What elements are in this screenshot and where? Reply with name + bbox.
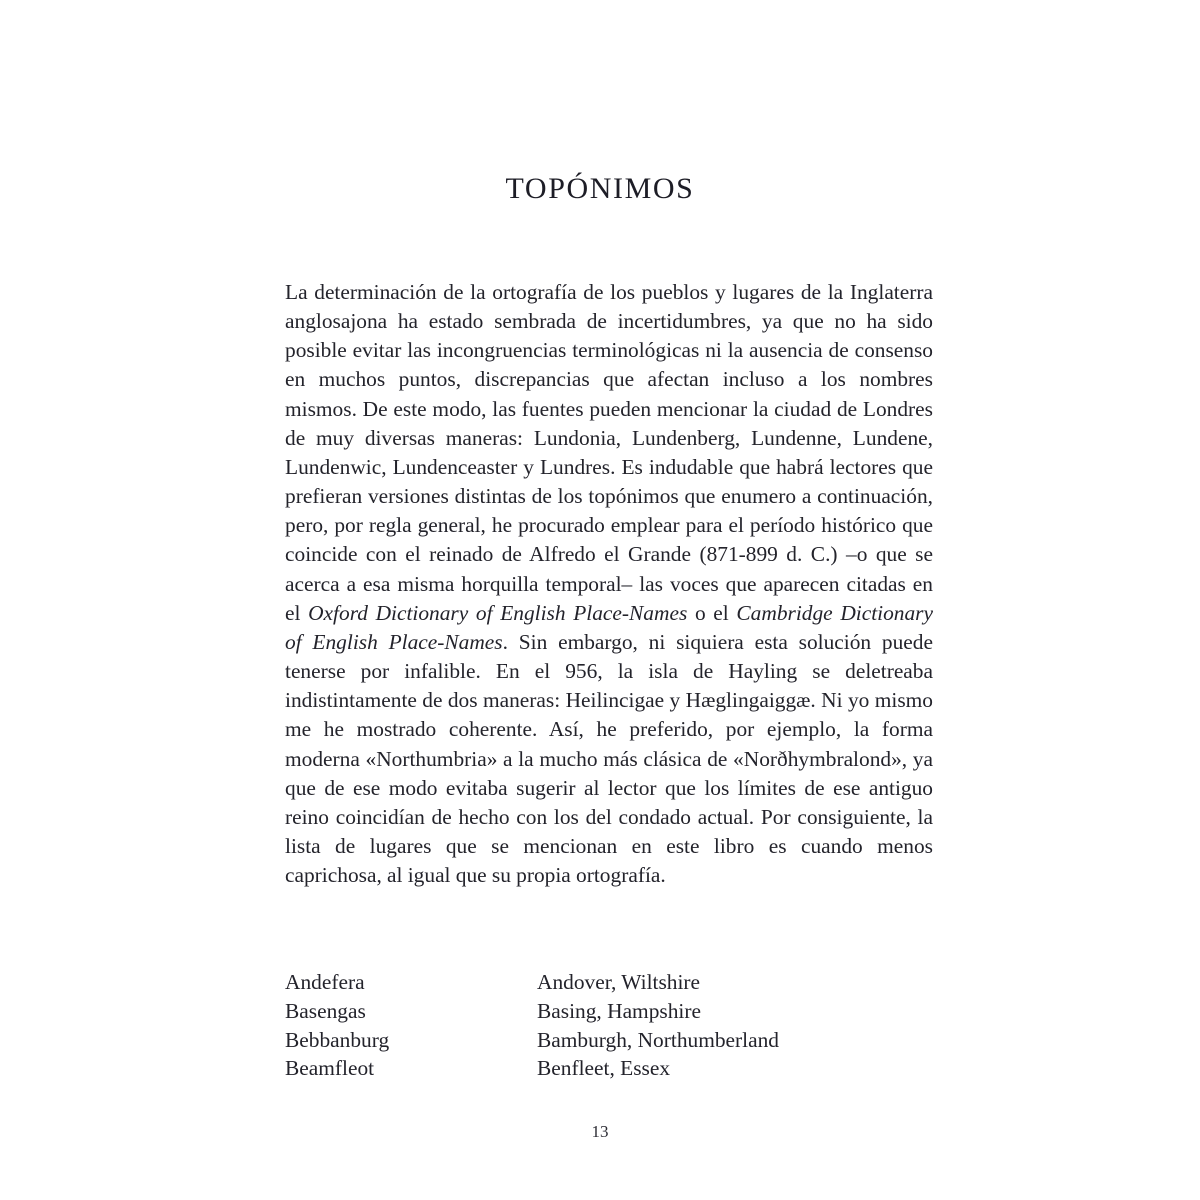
- paragraph-run-4: . Sin embargo, ni siquiera esta solución puede tenerse por infalible. En el 956, la isla de Hayling se deletreaba indistintamente de dos maneras: Heilincigae y Hæglingaiggæ. Ni yo mismo me he mostrado coherente. Así, he preferido, por ejemplo, la forma moderna «Northumbria» a la mucho más clásica de «Norðhymbralond», ya que de ese modo evitaba sugerir al lector que los límites de ese antiguo reino coincidían de hecho con los del condado actual. Por consiguiente, la lista de lugares que se mencionan en este libro es cuando menos caprichosa, al igual que su propia ortografía.: [285, 629, 933, 888]
- glossary-old-name: Basengas: [285, 998, 366, 1023]
- place-name-glossary: [285, 968, 933, 1083]
- book-title-italic: Oxford Dictionary of English Place-Names: [308, 600, 688, 625]
- glossary-row: [285, 968, 933, 997]
- glossary-row: [285, 997, 933, 1026]
- glossary-old-name: Bebbanburg: [285, 1027, 390, 1052]
- glossary-row: [285, 1026, 933, 1055]
- glossary-old-name: Andefera: [285, 970, 365, 994]
- intro-paragraph: [285, 278, 933, 890]
- glossary-row: [285, 1054, 933, 1083]
- paragraph-run-2: o el: [687, 600, 737, 625]
- page-title: TOPÓNIMOS: [505, 172, 695, 206]
- body-text-column: [285, 278, 933, 890]
- page-number: 13: [591, 1122, 609, 1141]
- glossary-modern-name: Andover, Wiltshire: [537, 970, 701, 994]
- book-title-italic: Cambridge Dictionary of English Place-Names: [285, 600, 933, 654]
- glossary-modern-name: Benfleet, Essex: [537, 1056, 671, 1081]
- paragraph-run-0: La determinación de la ortografía de los pueblos y lugares de la Inglaterra anglosajona ha estado sembrada de incertidumbres, ya que no ha sido posible evitar las incongruencias terminológicas ni la ausencia de consenso en muchos puntos, discrepancias que afectan incluso a los nombres mismos. De este modo, las fuentes pueden mencionar la ciudad de Londres de muy diversas maneras: Lundonia, Lundenberg, Lundenne, Lundene, Lundenwic, Lundenceaster y Lundres. Es indudable que habrá lectores que prefieran versiones distintas de los topónimos que enumero a continuación, pero, por regla general, he procurado emplear para el período histórico que coincide con el reinado de Alfredo el Grande (871-899 d. C.) –o que se acerca a esa misma horquilla temporal– las voces que aparecen citadas en el: [285, 280, 933, 625]
- glossary-old-name: Beamfleot: [285, 1056, 375, 1081]
- glossary-modern-name: Bamburgh, Northumberland: [537, 1027, 779, 1052]
- glossary-modern-name: Basing, Hampshire: [537, 998, 701, 1023]
